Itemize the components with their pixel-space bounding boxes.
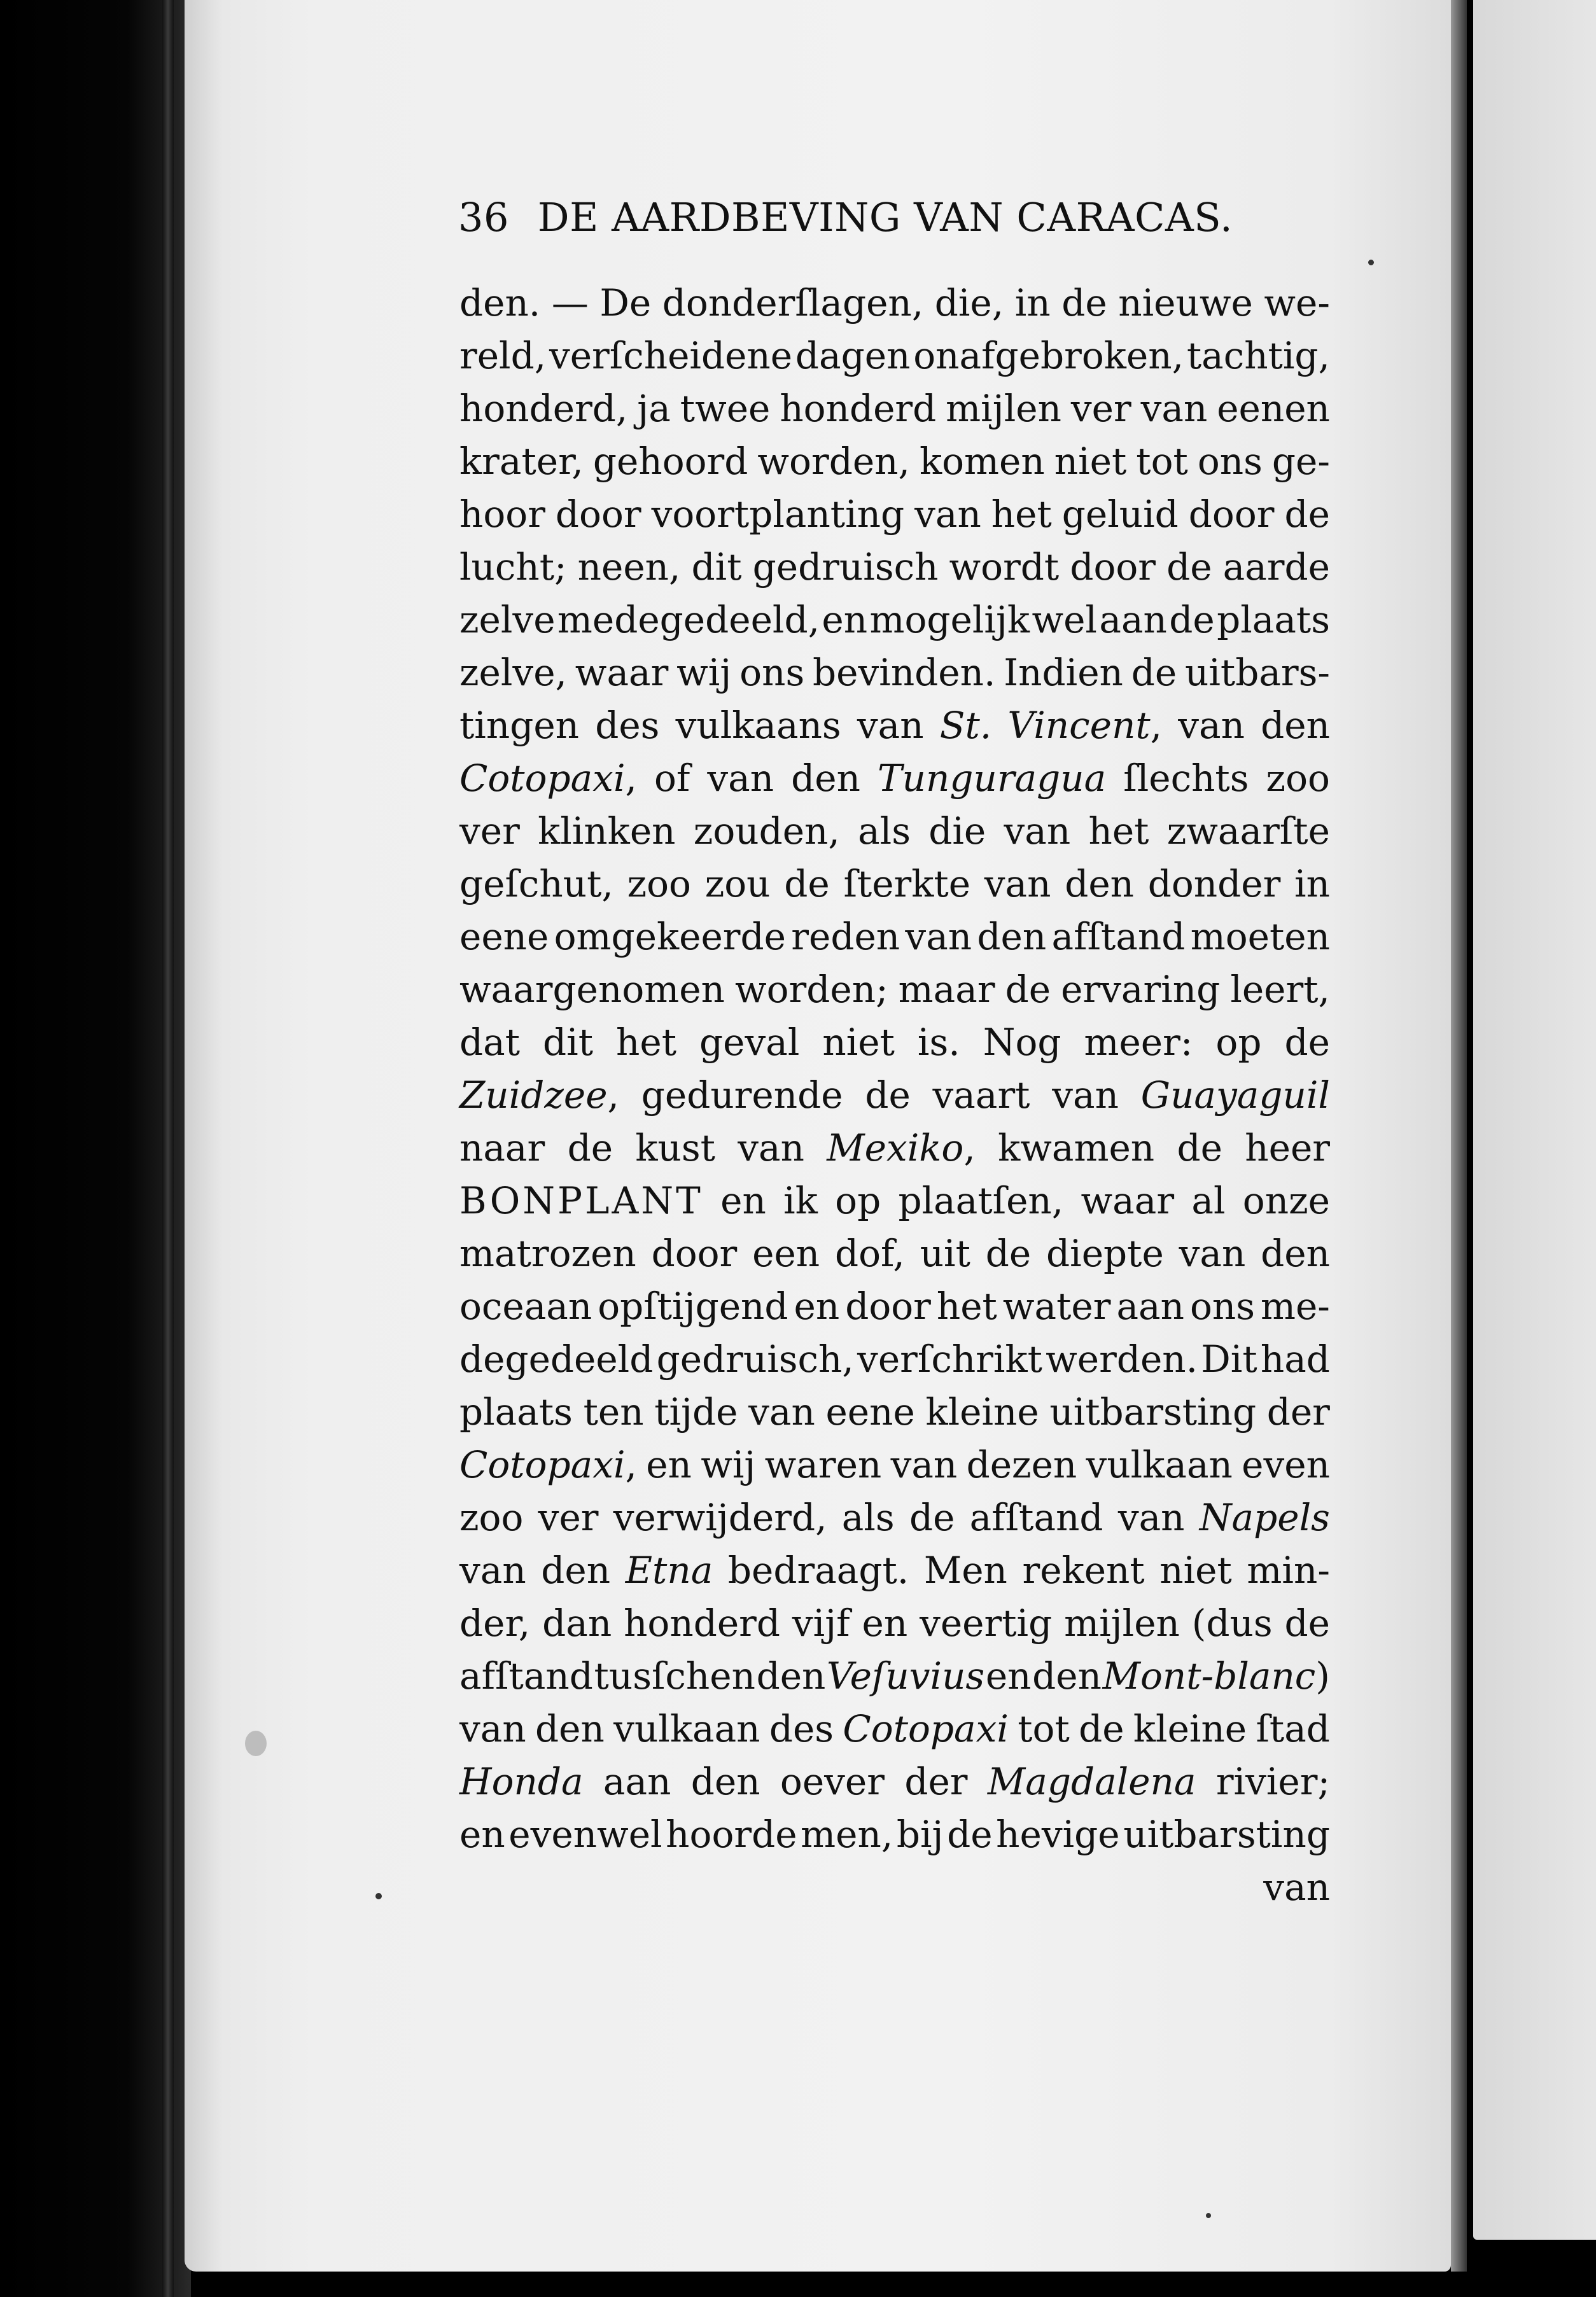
text-line	[459, 594, 1330, 646]
text-line	[459, 541, 1330, 594]
word: nieuwe	[1118, 281, 1253, 325]
word: plaats	[459, 1390, 573, 1434]
scan-speck	[1368, 260, 1374, 265]
word: van	[707, 757, 774, 800]
word: der	[1266, 1390, 1330, 1434]
word: door	[1070, 545, 1156, 589]
word: de	[1061, 281, 1107, 325]
word: BONPLANT	[459, 1179, 703, 1222]
word: Dit	[1201, 1337, 1257, 1381]
word: zou	[704, 862, 771, 905]
word: den	[690, 1760, 760, 1803]
word: mogelijk	[869, 598, 1030, 641]
word: van	[857, 704, 924, 747]
text-line	[459, 699, 1330, 752]
word: afſtand	[459, 1654, 593, 1698]
word: ver	[459, 809, 520, 853]
word: de	[1131, 651, 1177, 694]
word: die,	[934, 281, 1004, 325]
word: bij	[896, 1813, 944, 1856]
word: min-	[1247, 1549, 1330, 1592]
word: van	[1052, 1073, 1119, 1117]
word: aan	[603, 1760, 671, 1803]
word: de	[1284, 1602, 1330, 1645]
word: Honda	[459, 1760, 584, 1803]
text-line	[459, 1808, 1330, 1861]
word: vaart	[932, 1073, 1030, 1117]
word: in	[1294, 862, 1330, 905]
word: bevinden.	[813, 651, 996, 694]
word: den	[1065, 862, 1134, 905]
word: oever	[780, 1760, 885, 1803]
word: donder	[1147, 862, 1281, 905]
word: honderd	[780, 387, 937, 430]
word: donderſlagen,	[662, 281, 924, 325]
text-line	[459, 1597, 1330, 1650]
word: de	[909, 1496, 955, 1539]
word: evenwel	[508, 1813, 662, 1856]
word: den.	[459, 281, 541, 325]
word: ſtad	[1256, 1707, 1330, 1750]
word: verſcheidene	[549, 334, 793, 377]
word: eene	[459, 915, 549, 958]
word: eene	[825, 1390, 915, 1434]
word: even	[1242, 1443, 1330, 1486]
word: het	[991, 492, 1052, 536]
text-line	[459, 1439, 1330, 1491]
word: moeten	[1190, 915, 1330, 958]
word: van	[905, 915, 972, 958]
word: door	[1188, 492, 1275, 536]
word: waar	[1081, 1179, 1175, 1222]
word: Indien	[1004, 651, 1123, 694]
word: den	[1261, 704, 1330, 747]
word: door	[651, 1232, 738, 1275]
word: rivier;	[1215, 1760, 1330, 1803]
word: neen,	[577, 545, 681, 589]
word: twee	[680, 387, 771, 430]
word: verwijderd,	[613, 1496, 827, 1539]
word: van	[459, 1549, 526, 1592]
word: geval	[699, 1021, 800, 1064]
text-line	[459, 435, 1330, 488]
word: den	[535, 1707, 605, 1750]
text-line	[459, 646, 1330, 699]
word: hevige	[996, 1813, 1120, 1856]
word: rekent	[1022, 1549, 1145, 1592]
word: ver	[538, 1496, 599, 1539]
word: de	[1284, 492, 1330, 536]
word: op	[1215, 1021, 1262, 1064]
word: de	[865, 1073, 911, 1117]
word: St.	[939, 704, 992, 747]
word: niet	[1159, 1549, 1232, 1592]
word: van	[1140, 387, 1208, 430]
word: van	[890, 1443, 958, 1486]
word: afſtand	[969, 1496, 1103, 1539]
word: gedruisch,	[656, 1337, 854, 1381]
text-line	[459, 488, 1330, 541]
word: heer	[1245, 1126, 1330, 1169]
word: ons	[1189, 1285, 1255, 1328]
word: kwamen	[998, 1126, 1155, 1169]
word: Vincent,	[1007, 704, 1163, 747]
word: het	[616, 1021, 677, 1064]
word: die	[928, 809, 986, 853]
word: van	[459, 1707, 526, 1750]
word: zelve,	[459, 651, 567, 694]
word: mijlen	[946, 387, 1061, 430]
word: zelve	[459, 598, 556, 641]
text-line	[459, 752, 1330, 805]
word: en	[985, 1654, 1032, 1698]
text-line	[459, 1016, 1330, 1069]
word: vulkaan	[613, 1707, 760, 1750]
word: diepte	[1046, 1232, 1164, 1275]
word: verſchrikt	[857, 1337, 1042, 1381]
facing-page-edge	[1473, 0, 1596, 2240]
word: plaatſen,	[898, 1179, 1064, 1222]
word: de	[1177, 1126, 1222, 1169]
word: plaats	[1217, 598, 1330, 641]
word: oceaan	[459, 1285, 592, 1328]
word: de	[784, 862, 830, 905]
word: door	[555, 492, 641, 536]
word: door	[845, 1285, 931, 1328]
word: ten	[583, 1390, 644, 1434]
word: des	[769, 1707, 834, 1750]
word: Mont-blanc)	[1102, 1654, 1330, 1698]
text-line	[459, 1491, 1330, 1544]
word: waar	[575, 651, 669, 694]
word: op	[835, 1179, 881, 1222]
word: een	[752, 1232, 820, 1275]
word: gedurende	[641, 1073, 843, 1117]
word: ja	[637, 387, 671, 430]
word: den	[1032, 1654, 1102, 1698]
word: —	[551, 281, 589, 325]
scan-speck	[1206, 2213, 1211, 2218]
text-line	[459, 1703, 1330, 1756]
word: ſlechts	[1123, 757, 1249, 800]
word: tijde	[654, 1390, 738, 1434]
word: opſtijgend	[598, 1285, 788, 1328]
word: honderd,	[459, 387, 628, 430]
word: wordt	[949, 545, 1060, 589]
word: ons	[739, 651, 805, 694]
word: is.	[917, 1021, 960, 1064]
word: en	[822, 598, 868, 641]
word: de	[567, 1126, 613, 1169]
word: Etna	[625, 1549, 713, 1592]
word: me-	[1260, 1285, 1330, 1328]
word: De	[599, 281, 652, 325]
word: Napels	[1199, 1496, 1330, 1539]
word: tachtig,	[1186, 334, 1330, 377]
word: ge-	[1271, 440, 1330, 483]
word: gedruisch	[752, 545, 939, 589]
word: en	[646, 1443, 692, 1486]
word: ſterkte	[843, 862, 971, 905]
word: (dus	[1191, 1602, 1273, 1645]
word: Cotopaxi	[843, 1707, 1009, 1750]
word: van	[1179, 1232, 1246, 1275]
word: de	[1079, 1707, 1124, 1750]
word: we-	[1264, 281, 1330, 325]
word: naar	[459, 1126, 545, 1169]
text-line	[459, 1227, 1330, 1280]
word: vulkaans	[675, 704, 841, 747]
word: tingen	[459, 704, 580, 747]
word: van	[748, 1390, 815, 1434]
word: niet	[1054, 440, 1127, 483]
word: men,	[801, 1813, 893, 1856]
word: werden.	[1046, 1337, 1198, 1381]
word: van	[738, 1126, 804, 1169]
word: leert,	[1230, 968, 1330, 1011]
word: worden,	[757, 440, 910, 483]
word: zoo	[459, 1496, 524, 1539]
word: zoo	[627, 862, 691, 905]
word: den	[756, 1654, 826, 1698]
word: krater,	[459, 440, 584, 483]
word: vulkaan	[1086, 1443, 1233, 1486]
word: meer:	[1084, 1021, 1193, 1064]
word: water	[1002, 1285, 1111, 1328]
word: de	[1005, 968, 1051, 1011]
word: ervaring	[1061, 968, 1221, 1011]
word: onze	[1242, 1179, 1330, 1222]
word: hoorde	[666, 1813, 797, 1856]
word: al	[1191, 1179, 1226, 1222]
word: Cotopaxi,	[459, 1443, 637, 1486]
word: dit	[691, 545, 742, 589]
word: uitbarsting	[1123, 1813, 1330, 1856]
word: reden	[791, 915, 900, 958]
word: omgekeerde	[554, 915, 786, 958]
word: en	[794, 1285, 840, 1328]
word: afſtand	[1051, 915, 1186, 958]
word: der	[904, 1760, 968, 1803]
word: aan	[1099, 598, 1167, 641]
running-title: DE AARDBEVING VAN CARACAS.	[537, 194, 1233, 241]
word: den	[791, 757, 860, 800]
text-line	[459, 1650, 1330, 1703]
word: mijlen	[1064, 1602, 1180, 1645]
text-line	[459, 858, 1330, 911]
word: het	[936, 1285, 997, 1328]
word: en	[720, 1179, 766, 1222]
word: Tunguragua	[877, 757, 1107, 800]
text-line	[459, 1333, 1330, 1386]
word: van	[1117, 1496, 1185, 1539]
word: uitbarsting	[1049, 1390, 1257, 1434]
word: klinken	[538, 809, 676, 853]
word: lucht;	[459, 545, 567, 589]
text-line	[459, 1122, 1330, 1175]
text-line	[459, 277, 1330, 330]
word: Men	[923, 1549, 1007, 1592]
word: medegedeeld,	[557, 598, 820, 641]
catchword-line	[459, 1861, 1330, 1914]
word: voortplanting	[651, 492, 905, 536]
word: der,	[459, 1602, 531, 1645]
word: Zuidzee,	[459, 1073, 619, 1117]
word: Nog	[983, 1021, 1061, 1064]
word: Cotopaxi,	[459, 757, 637, 800]
word: ik	[783, 1179, 818, 1222]
word: bedraagt.	[727, 1549, 909, 1592]
word: gehoord	[592, 440, 748, 483]
word: niet	[822, 1021, 895, 1064]
word: dof,	[834, 1232, 905, 1275]
word: ons	[1197, 440, 1263, 483]
word: de	[985, 1232, 1032, 1275]
running-head	[458, 194, 1241, 241]
word: dit	[543, 1021, 594, 1064]
page-number: 36	[458, 194, 509, 241]
word: als	[858, 809, 911, 853]
word: en	[862, 1602, 908, 1645]
word: den	[541, 1549, 611, 1592]
word: tot	[1136, 440, 1188, 483]
word: als	[841, 1496, 895, 1539]
word: wij	[701, 1443, 756, 1486]
word: het	[1088, 809, 1149, 853]
word: tot	[1018, 1707, 1070, 1750]
word: veertig	[920, 1602, 1053, 1645]
word: komen	[919, 440, 1045, 483]
word: des	[595, 704, 660, 747]
text-line	[459, 1069, 1330, 1122]
text-line	[459, 1280, 1330, 1333]
word: vijf	[792, 1602, 850, 1645]
word: den	[1261, 1232, 1330, 1275]
word: degedeeld	[459, 1337, 654, 1381]
word: kust	[635, 1126, 715, 1169]
text-line	[459, 1544, 1330, 1597]
word: aarde	[1222, 545, 1330, 589]
text-line	[459, 805, 1330, 858]
word: Magdalena	[987, 1760, 1196, 1803]
scan-speck	[245, 1731, 267, 1756]
word: zouden,	[693, 809, 840, 853]
text-line	[459, 963, 1330, 1016]
word: zoo	[1266, 757, 1330, 800]
word: geluid	[1061, 492, 1179, 536]
word: geſchut,	[459, 862, 613, 905]
word: of	[654, 757, 690, 800]
word: had	[1260, 1337, 1330, 1381]
text-line	[459, 1175, 1330, 1227]
word: de	[1166, 545, 1212, 589]
body-text	[459, 277, 1330, 1914]
word: en	[459, 1813, 505, 1856]
binding-edge	[162, 0, 174, 2297]
word: onafgebroken,	[913, 334, 1184, 377]
word: uit	[920, 1232, 970, 1275]
word: wij	[676, 651, 732, 694]
word: in	[1014, 281, 1051, 325]
word: waren	[764, 1443, 882, 1486]
word: Guayaguil	[1140, 1073, 1330, 1117]
word: kleine	[1133, 1707, 1247, 1750]
text-line	[459, 382, 1330, 435]
word: van	[984, 862, 1051, 905]
word: uitbars-	[1184, 651, 1330, 694]
word: waargenomen	[459, 968, 725, 1011]
word: hoor	[459, 492, 545, 536]
text-line	[459, 330, 1330, 382]
word: den	[977, 915, 1047, 958]
word: reld,	[459, 334, 547, 377]
catchword: van	[1263, 1866, 1330, 1909]
page-gutter-shadow	[1451, 0, 1467, 2272]
word: dat	[459, 1021, 521, 1064]
word: van	[914, 492, 981, 536]
word: dan	[542, 1602, 612, 1645]
word: Veſuvius	[827, 1654, 985, 1698]
text-line	[459, 911, 1330, 963]
word: honderd	[624, 1602, 780, 1645]
word: de	[1284, 1021, 1330, 1064]
word: dagen	[795, 334, 911, 377]
word: kleine	[925, 1390, 1039, 1434]
scan-speck	[375, 1893, 382, 1899]
text-line	[459, 1386, 1330, 1439]
word: Mexiko,	[827, 1126, 976, 1169]
word: eenen	[1217, 387, 1330, 430]
word: matrozen	[459, 1232, 636, 1275]
word: zwaarſte	[1166, 809, 1330, 853]
word: ver	[1070, 387, 1131, 430]
word: tusſchen	[594, 1654, 755, 1698]
word: de	[1169, 598, 1215, 641]
word: van	[1178, 704, 1245, 747]
word: maar	[898, 968, 995, 1011]
word: worden;	[734, 968, 888, 1011]
word: aan	[1116, 1285, 1184, 1328]
word: wel	[1032, 598, 1097, 641]
word: dezen	[966, 1443, 1077, 1486]
word: de	[947, 1813, 993, 1856]
word: van	[1004, 809, 1071, 853]
text-line	[459, 1756, 1330, 1808]
